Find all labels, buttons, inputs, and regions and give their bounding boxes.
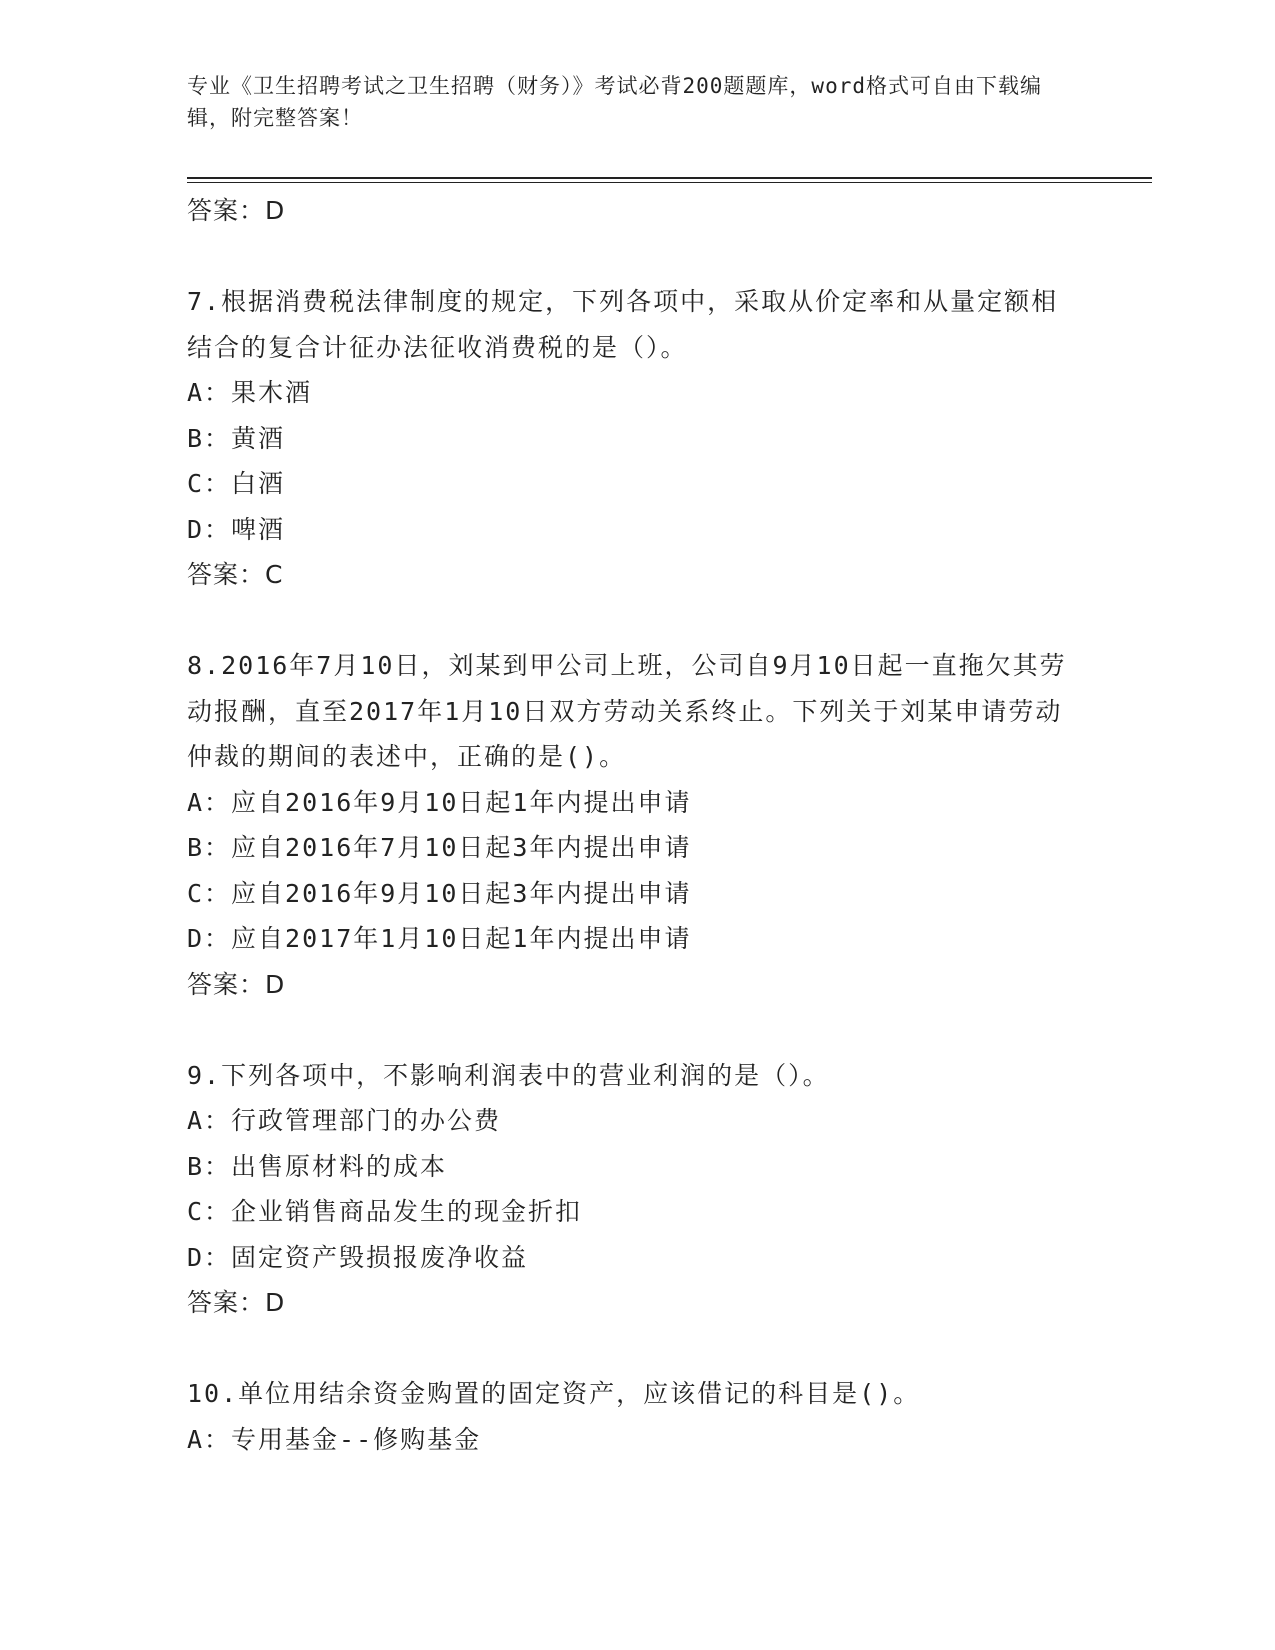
document-body xyxy=(187,188,1067,1462)
option-a: A：应自2016年9月10日起1年内提出申请 xyxy=(187,787,692,817)
question-block xyxy=(187,643,1067,1007)
question-text: 10.单位用结余资金购置的固定资产，应该借记的科目是()。 xyxy=(187,1379,921,1408)
option-b: B：应自2016年7月10日起3年内提出申请 xyxy=(187,833,692,862)
header-divider xyxy=(187,177,1152,179)
option-d: D：啤酒 xyxy=(187,514,286,544)
option-c: C：白酒 xyxy=(187,469,286,498)
option-b: B：出售原材料的成本 xyxy=(187,1151,448,1181)
question-block xyxy=(187,1053,1067,1326)
option-a: A：行政管理部门的办公费 xyxy=(187,1106,502,1135)
option-d: D：应自2017年1月10日起1年内提出申请 xyxy=(187,924,692,953)
option-a: A：专用基金--修购基金 xyxy=(187,1424,482,1454)
option-a: A：果木酒 xyxy=(187,378,313,407)
question-block xyxy=(187,1371,1067,1462)
option-c: C：企业销售商品发生的现金折扣 xyxy=(187,1197,583,1226)
answer-line: 答案：D xyxy=(187,1288,286,1317)
option-d: D：固定资产毁损报废净收益 xyxy=(187,1242,529,1272)
header-divider-thin xyxy=(187,182,1152,183)
question-text: 9.下列各项中，不影响利润表中的营业利润的是（）。 xyxy=(187,1060,830,1090)
question-text: 8.2016年7月10日，刘某到甲公司上班，公司自9月10日起一直拖欠其劳动报酬，直至2017年1月10日双方劳动关系终止。下列关于刘某申请劳动仲裁的期间的表述中，正确的是()。 xyxy=(187,651,1067,771)
option-b: B：黄酒 xyxy=(187,423,286,453)
answer-line: 答案：D xyxy=(187,969,286,999)
answer-line: 答案：D xyxy=(187,196,286,225)
document-header: 专业《卫生招聘考试之卫生招聘（财务）》考试必背200题题库，word格式可自由下载编辑，附完整答案！ xyxy=(187,74,1042,130)
option-c: C：应自2016年9月10日起3年内提出申请 xyxy=(187,878,692,908)
question-text: 7.根据消费税法律制度的规定，下列各项中，采取从价定率和从量定额相结合的复合计征办法征收消费税的是（）。 xyxy=(187,287,1059,362)
question-block xyxy=(187,279,1067,598)
answer-line: 答案：C xyxy=(187,560,284,589)
